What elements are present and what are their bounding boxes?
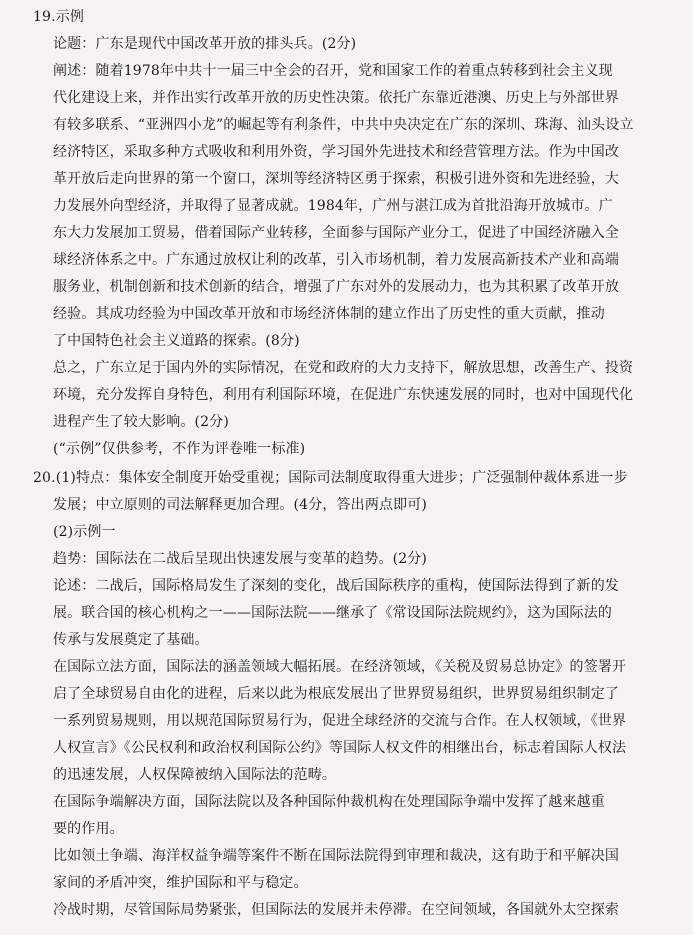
paragraph-line: 阐述：随着1978年中共十一届三中全会的召开，党和国家工作的着重点转移到社会主义现 bbox=[53, 63, 613, 79]
paragraph-line: 人权宣言》《公民权利和政治权利国际公约》等国际人权文件的相继出台，标志着国际人权法 bbox=[53, 740, 627, 756]
paragraph-line: 启了全球贸易自由化的进程，后来以此为根底发展出了世界贸易组织，世界贸易组织制定了 bbox=[53, 686, 619, 702]
paragraph-line: 球经济体系之中。广东通过放权让利的改革，引入市场机制，着力发展高新技术产业和高端 bbox=[53, 252, 619, 268]
trend-line: 趋势：国际法在二战后呈现出快速发展与变革的趋势。(2分) bbox=[53, 551, 428, 567]
paragraph-line: 发展；中立原则的司法解释更加合理。(4分，答出两点即可) bbox=[53, 497, 428, 513]
paragraph-line: 有较多联系、“亚洲四小龙”的崛起等有利条件，中共中央决定在广东的深圳、珠海、汕头设立 bbox=[53, 117, 634, 133]
subquestion-heading: (2)示例一 bbox=[53, 524, 116, 540]
paragraph-line: 经验。其成功经验为中国改革开放和市场经济体制的建立作出了历史性的重大贡献，推动 bbox=[53, 306, 605, 322]
paragraph-line: 要的作用。 bbox=[53, 821, 124, 837]
paragraph-line: 传承与发展奠定了基础。 bbox=[53, 632, 209, 648]
paragraph-line: 服务业，机制创新和技术创新的结合，增强了广东对外的发展动力，也为其积累了改革开放 bbox=[53, 279, 619, 295]
paragraph-line: 的迅速发展，人权保障被纳入国际法的范畴。 bbox=[53, 767, 336, 783]
summary-line: 环境，充分发挥自身特色，利用有利国际环境，在促进广东快速发展的同时，也对中国现代化 bbox=[53, 387, 634, 403]
question-19-number: 19.示例 bbox=[33, 9, 85, 25]
paragraph-line: 比如领土争端、海洋权益争端等案件不断在国际法院得到审理和裁决，这有助于和平解决国 bbox=[53, 848, 619, 864]
paragraph-line: 冷战时期，尽管国际局势紧张，但国际法的发展并未停滞。在空间领域，各国就外太空探索 bbox=[53, 902, 619, 918]
paragraph-line: 革开放后走向世界的第一个窗口，深圳等经济特区勇于探索，积极引进外资和先进经验，大 bbox=[53, 171, 619, 187]
paragraph-line: 展。联合国的核心机构之一——国际法院——继承了《常设国际法院规约》，这为国际法的 bbox=[53, 605, 612, 621]
paragraph-line: 东大力发展加工贸易，借着国际产业转移，全面参与国际产业分工，促进了中国经济融入全 bbox=[53, 225, 619, 241]
paragraph-line: 经济特区，采取多种方式吸收和利用外资，学习国外先进技术和经营管理方法。作为中国改 bbox=[53, 144, 619, 160]
paragraph-line: 力发展外向型经济，并取得了显著成就。1984年，广州与湛江成为首批沿海开放城市。广 bbox=[53, 198, 613, 214]
question-20-line: 20.(1)特点：集体安全制度开始受重视；国际司法制度取得重大进步；广泛强制仲裁体系进一步 bbox=[33, 470, 628, 486]
paragraph-line: 在国际立法方面，国际法的涵盖领域大幅拓展。在经济领域，《关税及贸易总协定》的签署开 bbox=[53, 659, 627, 675]
note-line: (“示例”仅供参考，不作为评卷唯一标准) bbox=[53, 441, 306, 457]
thesis-line: 论题：广东是现代中国改革开放的排头兵。(2分) bbox=[53, 36, 357, 52]
paragraph-line: 一系列贸易规则，用以规范国际贸易行为，促进全球经济的交流与合作。在人权领域，《世界 bbox=[53, 713, 627, 729]
summary-line: 进程产生了较大影响。(2分) bbox=[53, 414, 229, 430]
paragraph-line: 代化建设上来，并作出实行改革开放的历史性决策。依托广东靠近港澳、历史上与外部世界 bbox=[53, 90, 619, 106]
paragraph-line: 在国际争端解决方面，国际法院以及各种国际仲裁机构在处理国际争端中发挥了越来越重 bbox=[53, 794, 605, 810]
paragraph-line: 论述：二战后，国际格局发生了深刻的变化，战后国际秩序的重构，使国际法得到了新的发 bbox=[53, 578, 619, 594]
paragraph-line: 家间的矛盾冲突，维护国际和平与稳定。 bbox=[53, 875, 308, 891]
summary-line: 总之，广东立足于国内外的实际情况，在党和政府的大力支持下，解放思想，改善生产、投资 bbox=[53, 360, 634, 376]
paragraph-line: 了中国特色社会主义道路的探索。(8分) bbox=[53, 333, 300, 349]
